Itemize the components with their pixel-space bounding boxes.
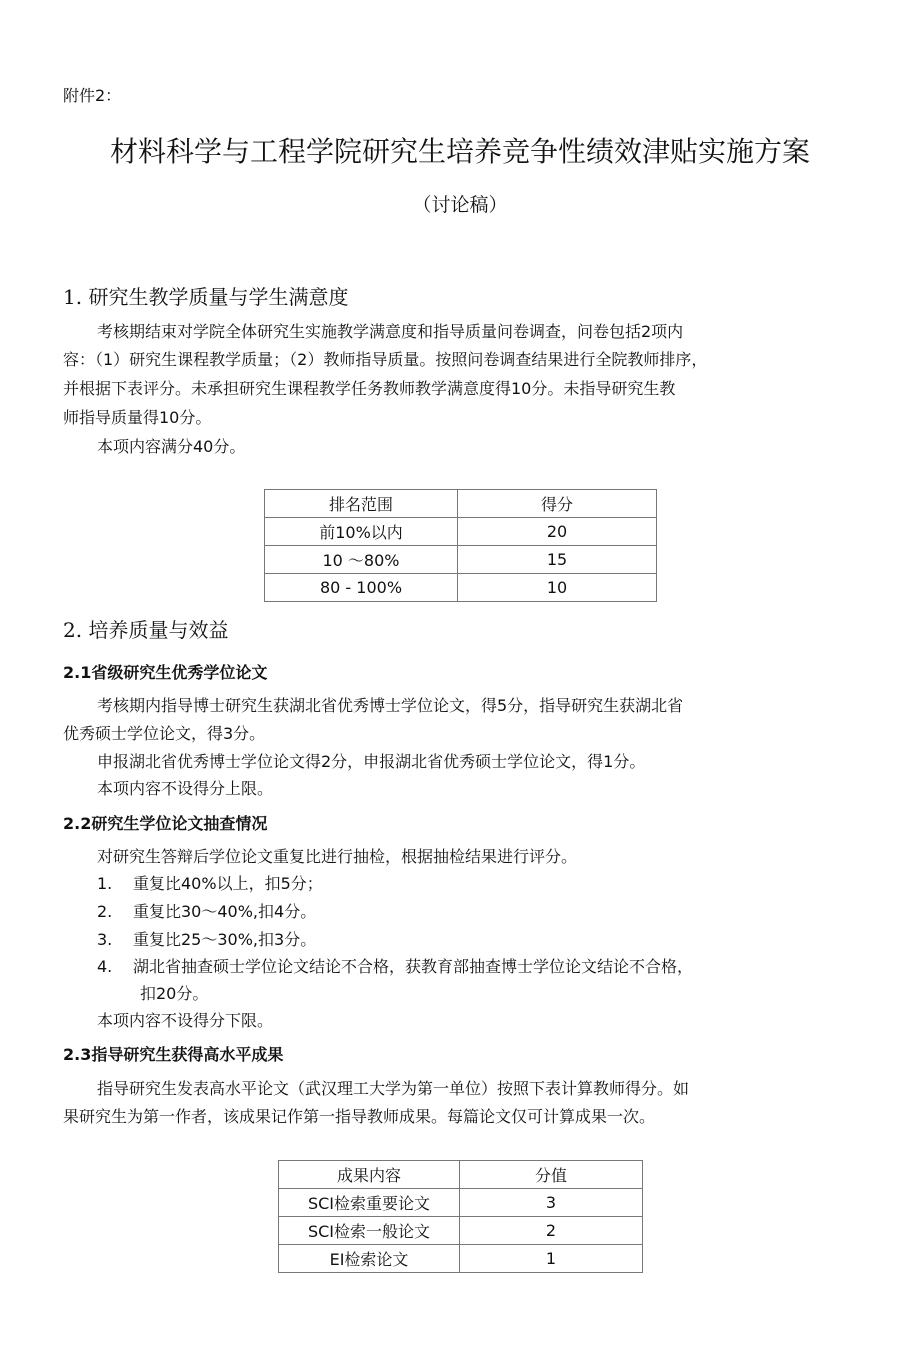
paragraph-line: 对研究生答辩后学位论文重复比进行抽检，根据抽检结果进行评分。 (97, 847, 578, 866)
list-item-continuation: 扣20分。 (140, 984, 209, 1003)
table-header: 分值 (460, 1161, 643, 1189)
table-row (265, 574, 657, 602)
ranking-score-table (264, 489, 657, 602)
table-cell: 10 ～80% (265, 546, 458, 574)
table-row (279, 1189, 643, 1217)
list-item: 重复比25～30%,扣3分。 (133, 930, 317, 949)
table-cell: 15 (458, 546, 657, 574)
table-header: 排名范围 (265, 490, 458, 518)
list-item: 湖北省抽查硕士学位论文结论不合格，获教育部抽查博士学位论文结论不合格， (133, 957, 694, 976)
table-cell: 20 (458, 518, 657, 546)
table-cell: SCI检索一般论文 (279, 1217, 460, 1245)
paragraph-line: 指导研究生发表高水平论文（武汉理工大学为第一单位）按照下表计算教师得分。如 (97, 1079, 690, 1098)
table-cell: 80 - 100% (265, 574, 458, 602)
list-number: 1. (97, 874, 113, 893)
table-header: 得分 (458, 490, 657, 518)
paragraph-line: 果研究生为第一作者，该成果记作第一指导教师成果。每篇论文仅可计算成果一次。 (63, 1107, 656, 1126)
paragraph-line: 并根据下表评分。未承担研究生课程教学任务教师教学满意度得10分。未指导研究生教 (63, 379, 676, 398)
table-header-row (265, 490, 657, 518)
table-cell: 10 (458, 574, 657, 602)
paragraph-line: 考核期内指导博士研究生获湖北省优秀博士学位论文，得5分，指导研究生获湖北省 (97, 696, 684, 715)
paragraph-line: 容：（1）研究生课程教学质量；（2）教师指导质量。按照问卷调查结果进行全院教师排序， (63, 350, 708, 369)
paragraph-line: 本项内容不设得分上限。 (97, 779, 274, 798)
section-2-1-heading: 2.1省级研究生优秀学位论文 (63, 663, 268, 682)
list-item: 重复比30～40%,扣4分。 (133, 902, 317, 921)
paragraph-line: 申报湖北省优秀博士学位论文得2分，申报湖北省优秀硕士学位论文，得1分。 (97, 752, 646, 771)
table-cell: 1 (460, 1245, 643, 1273)
table-cell: 3 (460, 1189, 643, 1217)
table-row (279, 1217, 643, 1245)
table-cell: SCI检索重要论文 (279, 1189, 460, 1217)
list-number: 4. (97, 957, 113, 976)
section-2-heading: 2. 培养质量与效益 (63, 618, 229, 642)
paragraph-line: 考核期结束对学院全体研究生实施教学满意度和指导质量问卷调查，问卷包括2项内 (97, 322, 684, 341)
document-subtitle: （讨论稿） (412, 194, 508, 216)
list-number: 3. (97, 930, 113, 949)
section-1-heading: 1. 研究生教学质量与学生满意度 (63, 285, 349, 309)
table-cell: EI检索论文 (279, 1245, 460, 1273)
paragraph-line: 优秀硕士学位论文，得3分。 (63, 724, 266, 743)
paragraph-line: 本项内容不设得分下限。 (97, 1011, 274, 1030)
paragraph-line: 本项内容满分40分。 (97, 437, 246, 456)
table-header: 成果内容 (279, 1161, 460, 1189)
table-cell: 前10%以内 (265, 518, 458, 546)
table-row (265, 518, 657, 546)
paragraph-line: 师指导质量得10分。 (63, 408, 212, 427)
achievement-score-table (278, 1160, 643, 1273)
list-item: 重复比40%以上，扣5分； (133, 874, 323, 893)
section-2-3-heading: 2.3指导研究生获得高水平成果 (63, 1045, 284, 1064)
document-title: 材料科学与工程学院研究生培养竞争性绩效津贴实施方案 (109, 135, 810, 168)
list-number: 2. (97, 902, 113, 921)
table-header-row (279, 1161, 643, 1189)
section-2-2-heading: 2.2研究生学位论文抽查情况 (63, 814, 268, 833)
table-row (265, 546, 657, 574)
table-row (279, 1245, 643, 1273)
attachment-label: 附件2： (63, 86, 122, 105)
table-cell: 2 (460, 1217, 643, 1245)
